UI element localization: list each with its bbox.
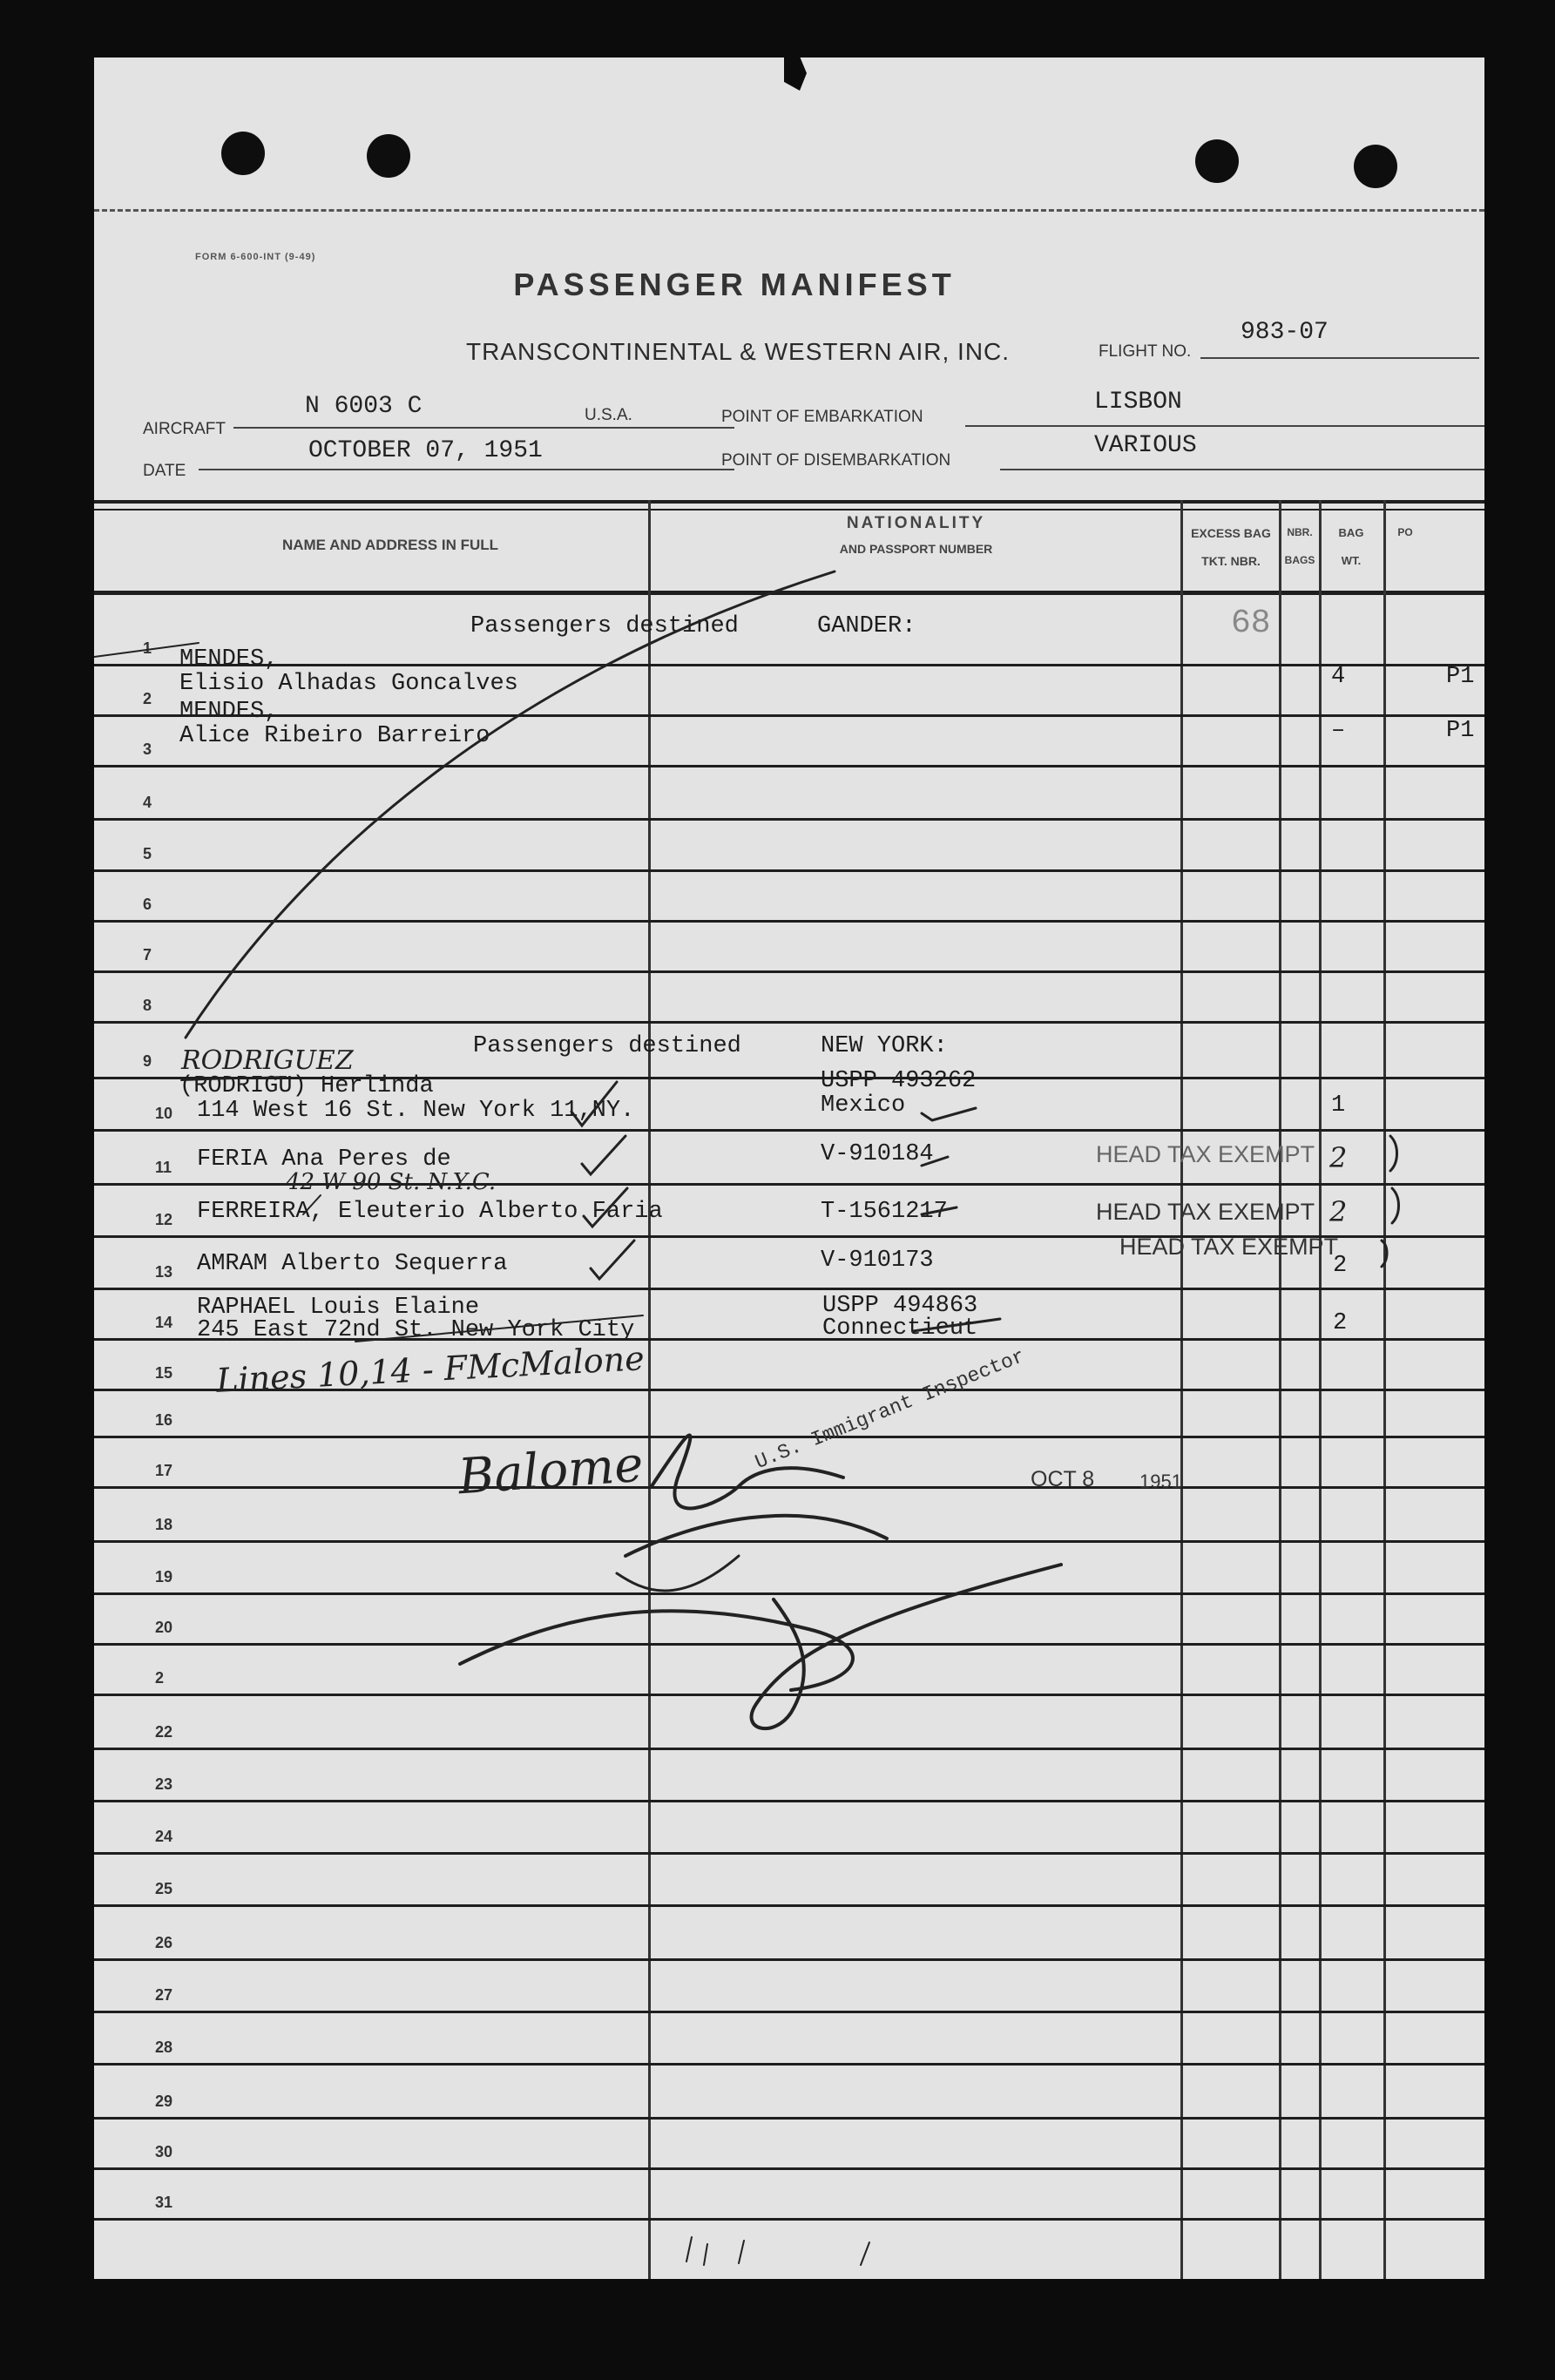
col-header-nationality: NATIONALITY — [846, 514, 986, 532]
disembarkation-label: POINT OF DISEMBARKATION — [721, 451, 951, 470]
passenger-10-handwritten-surname: RODRIGUEZ — [181, 1045, 354, 1076]
passenger-11-passport: V-910184 — [821, 1141, 934, 1167]
col-header-excess: EXCESS BAG — [1191, 526, 1271, 540]
manifest-sheet — [94, 57, 1484, 2279]
inspection-date-stamp-day: OCT 8 — [1031, 1467, 1095, 1491]
passenger-11-tax-stamp: HEAD TAX EXEMPT — [1096, 1141, 1315, 1167]
passenger-10-passport: USPP 493262 — [821, 1068, 977, 1094]
row-number: 2 — [143, 690, 152, 707]
passenger-12-passport: T-1561217 — [821, 1199, 948, 1225]
passenger-10-bags: 1 — [1331, 1092, 1346, 1119]
row-number: 16 — [155, 1411, 173, 1429]
row-number: 8 — [143, 997, 152, 1014]
row-number: 31 — [155, 2194, 173, 2211]
passenger-11-name: FERIA Ana Peres de — [197, 1146, 451, 1173]
row-number: 20 — [155, 1619, 173, 1636]
col-header-bag-wt: BAG — [1338, 526, 1364, 539]
passenger-14-address: 245 East 72nd St. New York City — [197, 1317, 635, 1343]
passenger-3-name: Alice Ribeiro Barreiro — [179, 723, 490, 749]
aircraft-value: N 6003 C — [305, 393, 423, 420]
excess-ticket-number: 68 — [1231, 605, 1271, 642]
row-number: 9 — [143, 1052, 152, 1070]
passenger-10-address: 114 West 16 St. New York 11,NY. — [197, 1098, 635, 1124]
col-header-wt: WT. — [1341, 554, 1362, 567]
col-header-po: PO — [1397, 526, 1413, 538]
embarkation-value: LISBON — [1094, 389, 1182, 416]
row-number: 30 — [155, 2143, 173, 2160]
passenger-11-bags: 2 — [1329, 1141, 1348, 1174]
passenger-13-bags: 2 — [1333, 1253, 1348, 1279]
carrier-name: TRANSCONTINENTAL & WESTERN AIR, INC. — [466, 338, 1011, 365]
row-number: 22 — [155, 1723, 173, 1741]
row-number: 25 — [155, 1880, 173, 1897]
passenger-13-name: AMRAM Alberto Sequerra — [197, 1251, 508, 1277]
flight-number: 983-07 — [1241, 319, 1329, 346]
gander-destination: GANDER: — [817, 613, 916, 639]
passenger-2-surname: MENDES, — [179, 646, 279, 673]
flight-label: FLIGHT NO. — [1099, 342, 1192, 361]
row-number: 17 — [155, 1462, 173, 1479]
passenger-14-name: RAPHAEL Louis Elaine — [197, 1295, 480, 1321]
row-number: 3 — [143, 740, 152, 758]
page-title: PASSENGER MANIFEST — [513, 267, 956, 302]
passenger-13-tax-stamp: HEAD TAX EXEMPT — [1119, 1234, 1339, 1260]
row-number: 13 — [155, 1263, 173, 1281]
col-header-ticket: TKT. NBR. — [1201, 554, 1261, 568]
row-number: 14 — [155, 1314, 173, 1331]
passenger-3-surname: MENDES, — [179, 699, 279, 725]
passenger-10-nationality: Mexico — [821, 1092, 906, 1119]
row-number: 23 — [155, 1775, 173, 1793]
date-value: OCTOBER 07, 1951 — [308, 437, 543, 464]
lines-note-handwritten: Lines 10,14 - FMcMalone — [215, 1339, 646, 1400]
row-number: 18 — [155, 1516, 173, 1533]
aircraft-country: U.S.A. — [585, 406, 632, 424]
passenger-11-handwritten-address: 42 W 90 St. N.Y.C. — [286, 1169, 497, 1195]
row-number: 4 — [143, 794, 152, 811]
signature-handwritten: Balome — [456, 1436, 646, 1506]
passenger-14-nationality: Connecticut — [822, 1315, 978, 1342]
row-number: 10 — [155, 1105, 173, 1122]
row-number: 19 — [155, 1568, 173, 1586]
disembarkation-value: VARIOUS — [1094, 432, 1197, 459]
passenger-10-name: (RODRIGU) Herlinda — [179, 1073, 434, 1099]
passenger-13-passport: V-910173 — [821, 1247, 934, 1274]
embarkation-label: POINT OF EMBARKATION — [721, 408, 923, 426]
passenger-12-name: FERREIRA, Eleuterio Alberto Faria — [197, 1199, 663, 1225]
row-number: 7 — [143, 946, 152, 963]
passenger-3-po: P1 — [1446, 718, 1475, 744]
gander-heading: Passengers destined — [470, 613, 739, 639]
row-number: 29 — [155, 2093, 173, 2110]
passenger-3-bags: – — [1331, 718, 1346, 744]
passenger-14-passport: USPP 494863 — [822, 1293, 978, 1319]
form-number: FORM 6-600-INT (9-49) — [195, 252, 316, 262]
row-number: 11 — [155, 1159, 172, 1176]
inspection-date-stamp-year: 1951 — [1139, 1471, 1182, 1492]
row-number: 15 — [155, 1364, 173, 1382]
immigrant-inspector-stamp: U.S. Immigrant Inspector — [752, 1344, 1029, 1474]
aircraft-label: AIRCRAFT — [143, 420, 226, 438]
date-label: DATE — [143, 462, 186, 480]
row-number: 26 — [155, 1934, 173, 1951]
passenger-12-bags: 2 — [1329, 1195, 1348, 1228]
newyork-heading: Passengers destined — [473, 1033, 741, 1059]
passenger-14-bags: 2 — [1333, 1310, 1348, 1336]
row-number: 28 — [155, 2039, 173, 2056]
row-number: 24 — [155, 1828, 173, 1845]
row-number: 27 — [155, 1986, 173, 2004]
col-header-bags-nbr: NBR. — [1287, 526, 1313, 538]
passenger-12-tax-stamp: HEAD TAX EXEMPT — [1096, 1199, 1315, 1225]
passenger-2-name: Elisio Alhadas Goncalves — [179, 671, 518, 697]
passenger-2-bags: 4 — [1331, 664, 1346, 690]
row-number: 1 — [143, 639, 152, 657]
newyork-destination: NEW YORK: — [821, 1033, 948, 1059]
pen-marks-overlay — [94, 57, 1484, 2279]
col-header-bags: BAGS — [1284, 554, 1315, 566]
col-header-passport: AND PASSPORT NUMBER — [839, 542, 993, 556]
col-header-name: NAME AND ADDRESS IN FULL — [281, 537, 499, 553]
passenger-2-po: P1 — [1446, 664, 1475, 690]
row-number: 12 — [155, 1211, 173, 1228]
row-number: 6 — [143, 896, 152, 913]
row-number: 5 — [143, 845, 152, 862]
row-number: 2 — [155, 1669, 165, 1687]
